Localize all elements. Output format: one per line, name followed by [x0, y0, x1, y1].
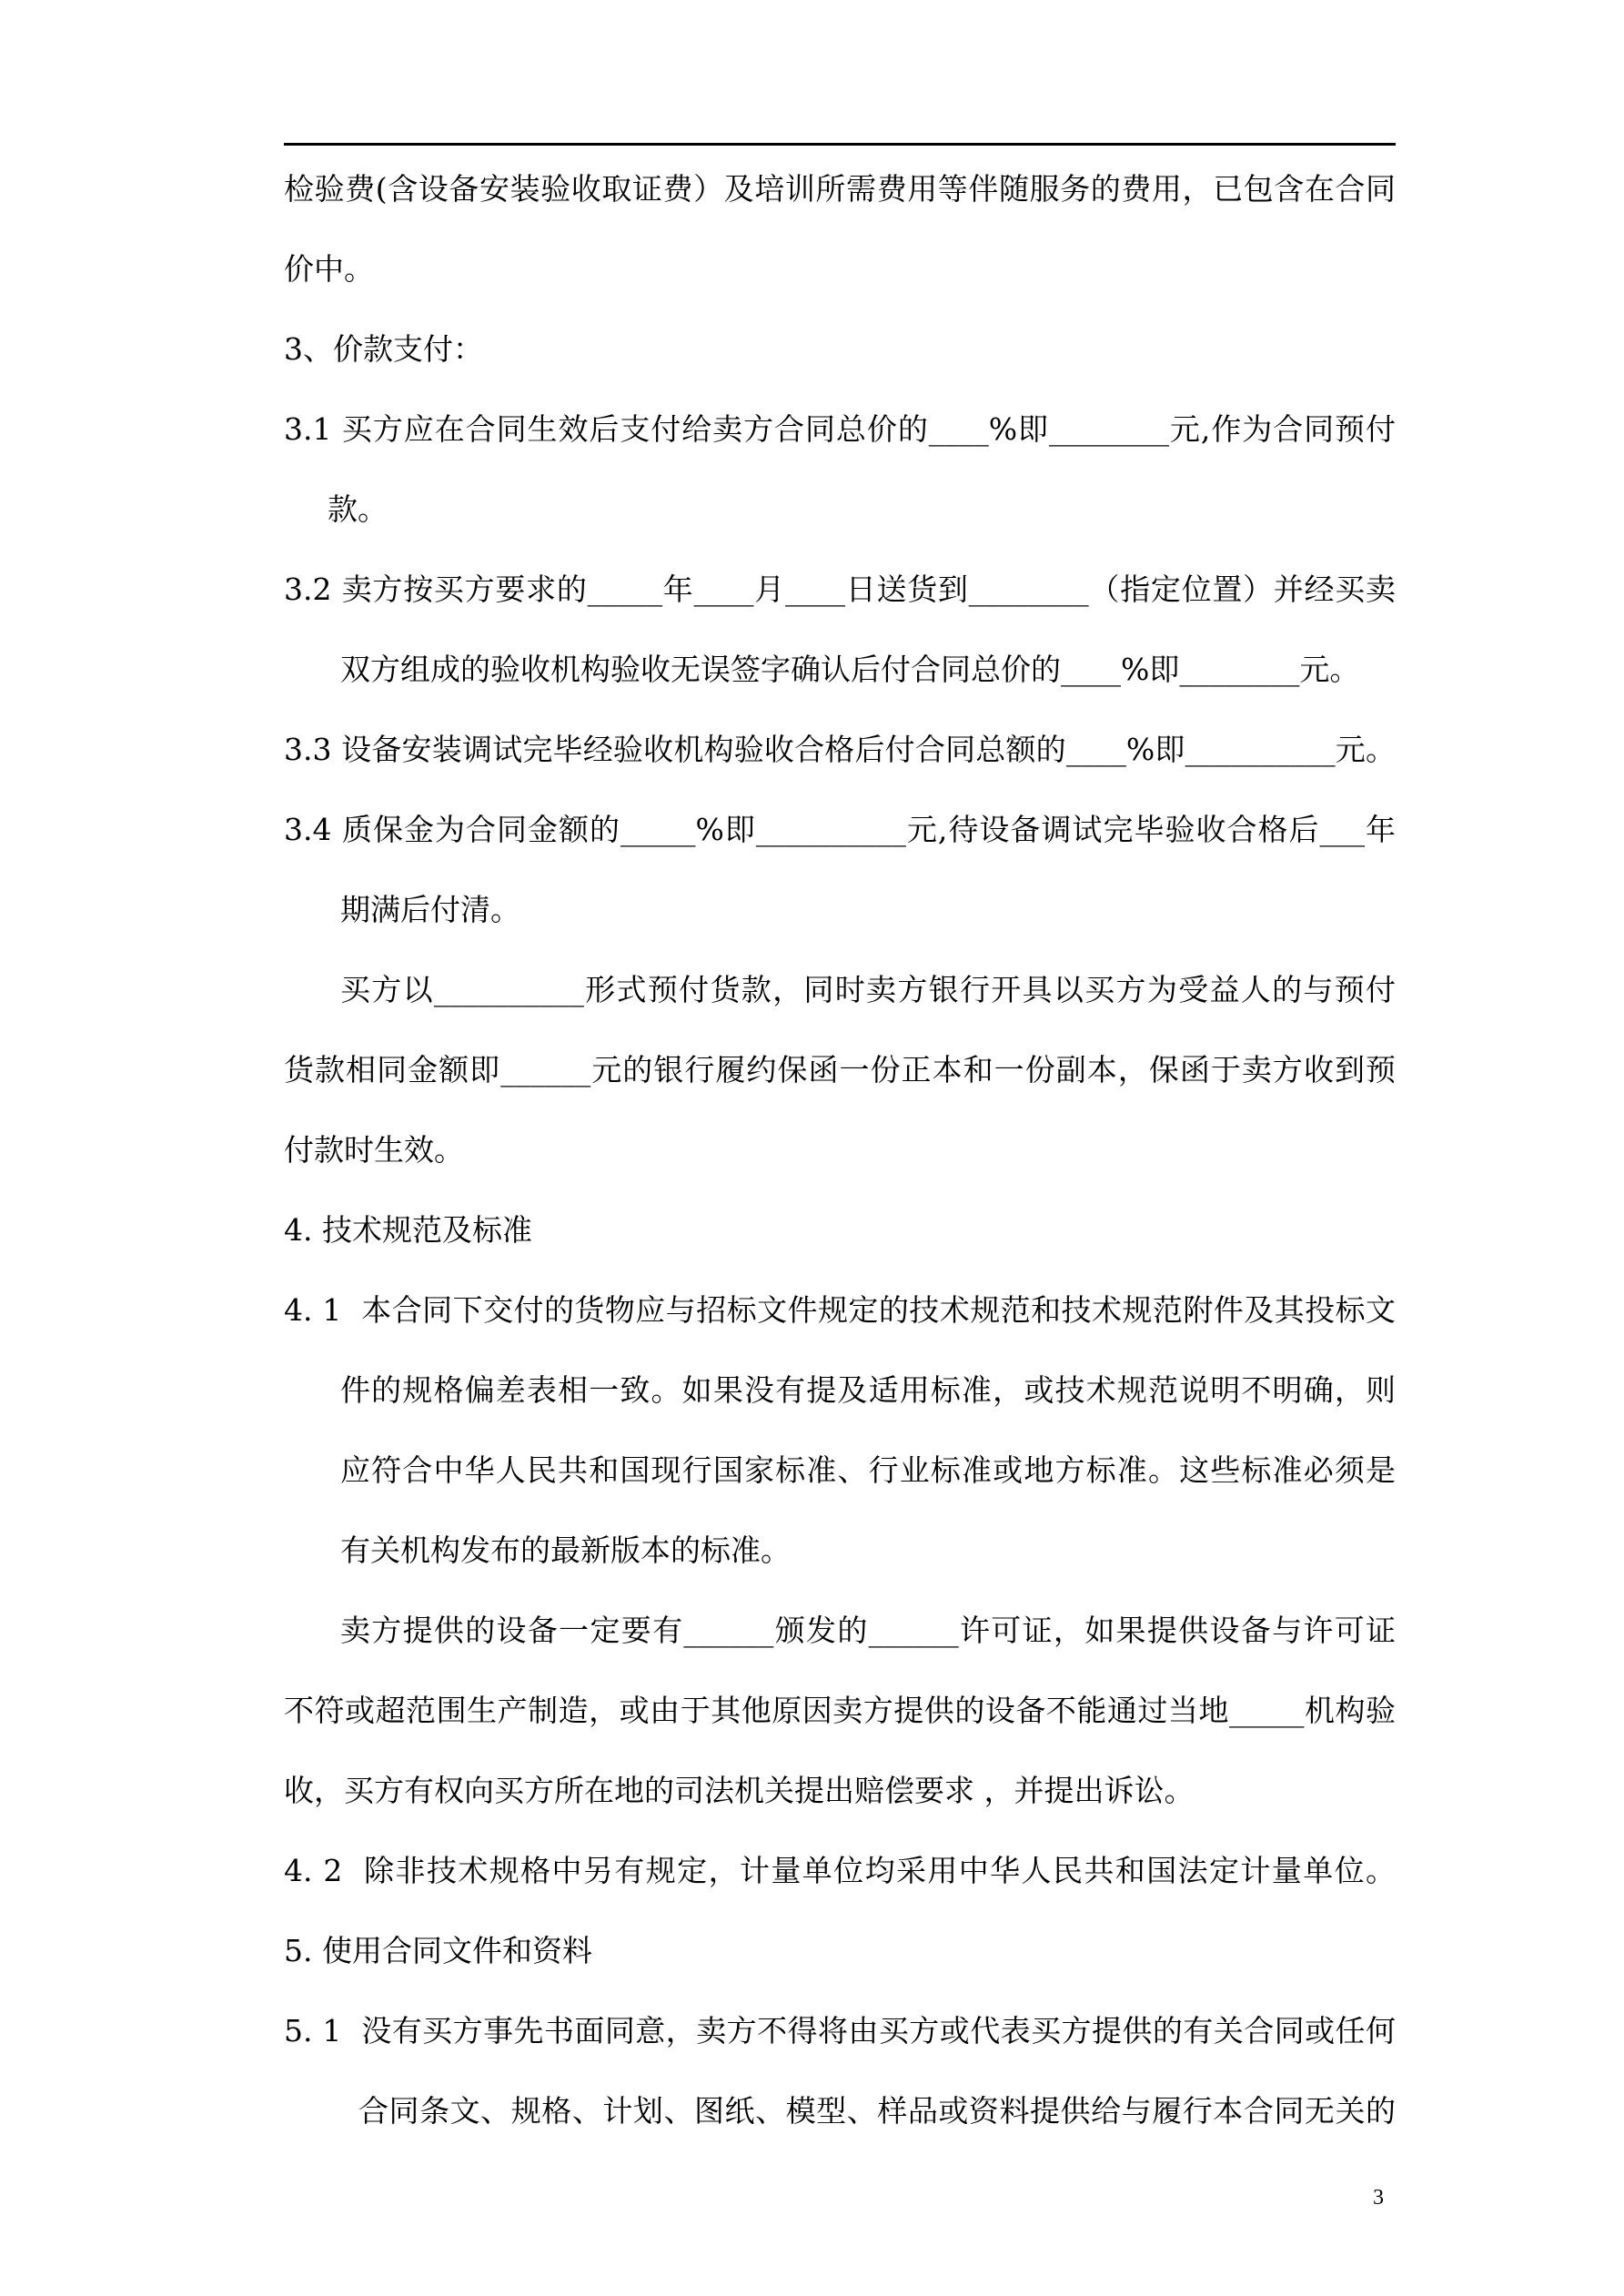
- clause-3-2: 3.2 卖方按买方要求的_____年____月____日送货到________（指定位置）并经买卖: [284, 571, 1396, 607]
- paragraph-line: 应符合中华人民共和国现行国家标准、行业标准或地方标准。这些标准必须是: [340, 1452, 1396, 1488]
- paragraph-line: 件的规格偏差表相一致。如果没有提及适用标准，或技术规范说明不明确，则: [340, 1372, 1396, 1408]
- paragraph-line: 不符或超范围生产制造，或由于其他原因卖方提供的设备不能通过当地_____机构验: [284, 1693, 1396, 1728]
- paragraph-line: 双方组成的验收机构验收无误签字确认后付合同总价的____%即________元。: [340, 652, 1360, 687]
- clause-3-1: 3.1 买方应在合同生效后支付给卖方合同总价的____%即________元,作为合同预付: [284, 411, 1396, 447]
- section-heading: 5. 使用合同文件和资料: [284, 1933, 592, 1968]
- clause-4-1: 4. 1 本合同下交付的货物应与招标文件规定的技术规范和技术规范附件及其投标文: [284, 1292, 1396, 1328]
- paragraph-line: 款。: [328, 491, 388, 527]
- paragraph-line: 价中。: [284, 251, 374, 287]
- clause-3-4: 3.4 质保金为合同金额的_____%即__________元,待设备调试完毕验收合格后___年: [284, 812, 1396, 847]
- paragraph-line: 买方以__________形式预付货款，同时卖方银行开具以买方为受益人的与预付: [340, 972, 1396, 1007]
- clause-5-1: 5. 1 没有买方事先书面同意，卖方不得将由买方或代表买方提供的有关合同或任何: [284, 2013, 1396, 2048]
- header-rule: [284, 143, 1396, 146]
- paragraph-line: 合同条文、规格、计划、图纸、模型、样品或资料提供给与履行本合同无关的: [358, 2093, 1396, 2129]
- page-number: 3: [1373, 2186, 1384, 2210]
- paragraph-line: 检验费(含设备安装验收取证费）及培训所需费用等伴随服务的费用，已包含在合同: [284, 171, 1396, 207]
- clause-3-3: 3.3 设备安装调试完毕经验收机构验收合格后付合同总额的____%即__________元。: [284, 732, 1396, 767]
- paragraph-line: 期满后付清。: [340, 892, 520, 927]
- clause-4-2: 4. 2 除非技术规格中另有规定，计量单位均采用中华人民共和国法定计量单位。: [284, 1853, 1396, 1888]
- paragraph-line: 货款相同金额即______元的银行履约保函一份正本和一份副本，保函于卖方收到预: [284, 1052, 1396, 1087]
- document-body: [284, 149, 1396, 2151]
- paragraph-line: 付款时生效。: [284, 1132, 464, 1168]
- section-heading: 4. 技术规范及标准: [284, 1212, 532, 1248]
- paragraph-line: 卖方提供的设备一定要有______颁发的______许可证，如果提供设备与许可证: [340, 1613, 1396, 1648]
- paragraph-line: 有关机构发布的最新版本的标准。: [340, 1532, 791, 1568]
- section-heading: 3、价款支付：: [284, 331, 483, 367]
- paragraph-line: 收，买方有权向买方所在地的司法机关提出赔偿要求 ，并提出诉讼。: [284, 1773, 1195, 1808]
